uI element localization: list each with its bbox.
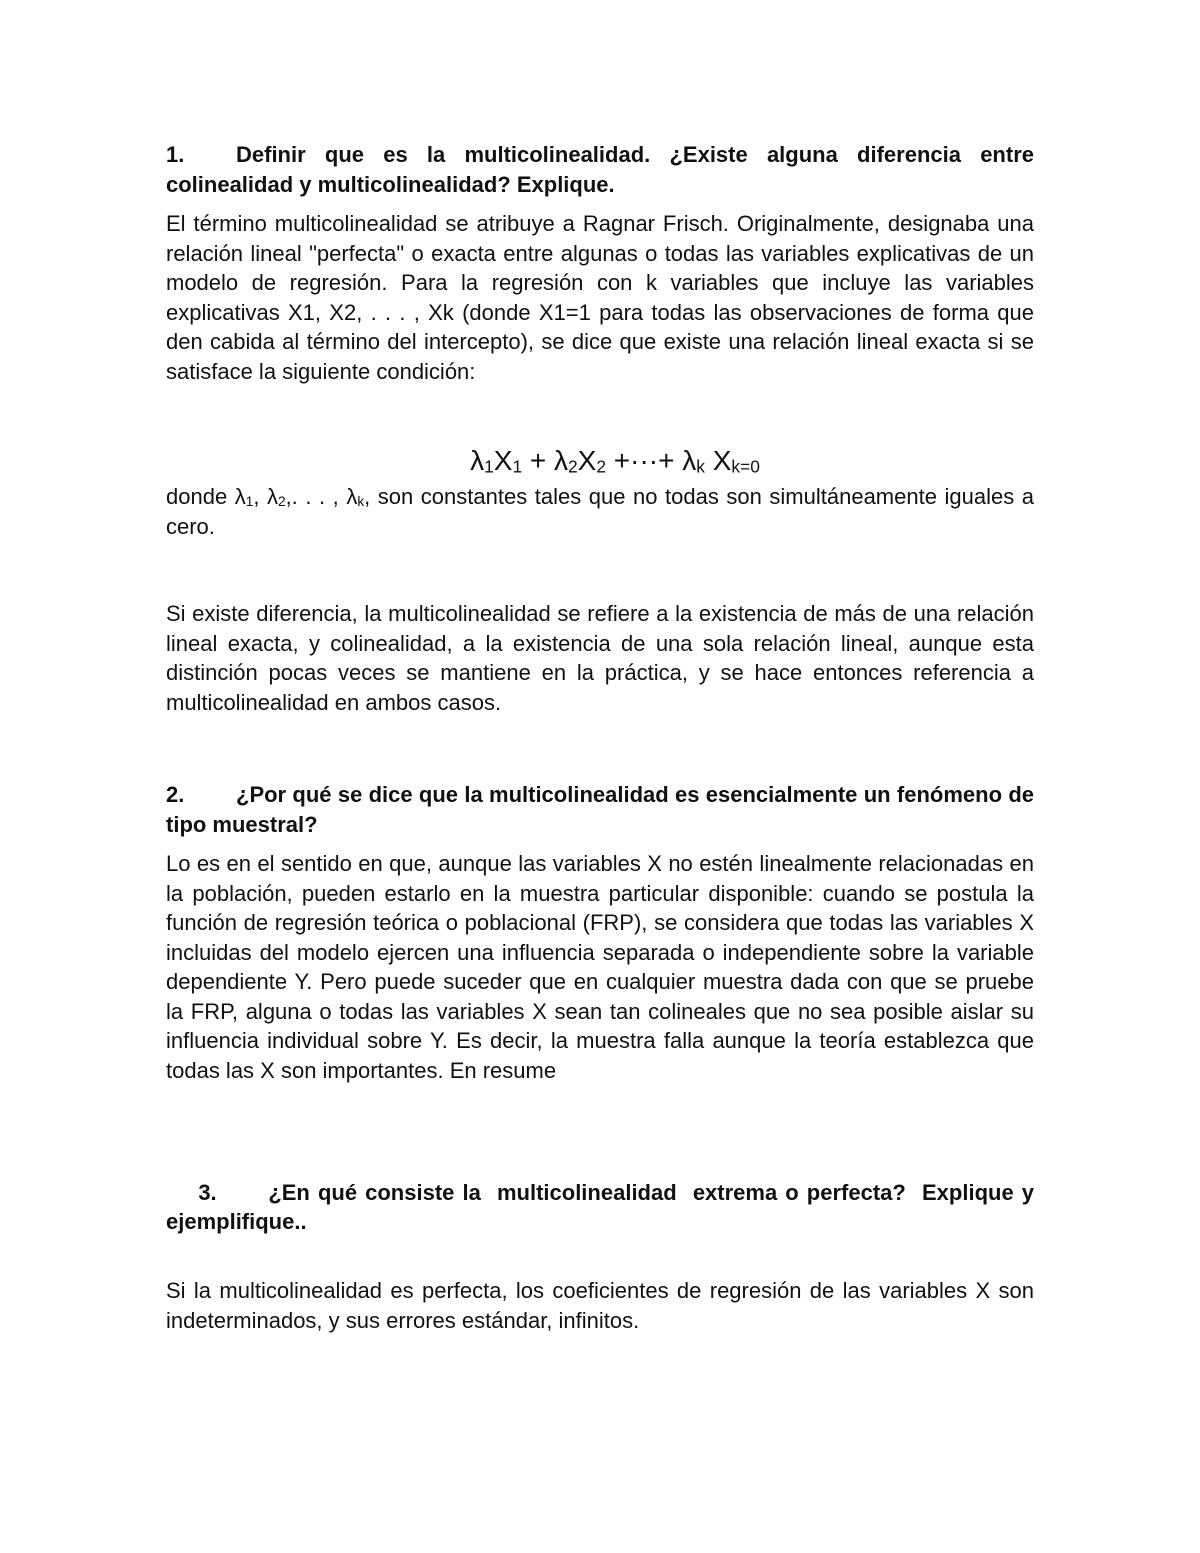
question-1-text: Definir que es la multicolinealidad. ¿Existe alguna diferencia entre colinealidad y multicolinealidad? Explique. — [166, 142, 1034, 197]
answer-2-paragraph-1: Lo es en el sentido en que, aunque las variables X no estén linealmente relacionadas en la población, pueden estarlo en la muestra particular disponible: cuando se postula la función de regresión teórica o poblacional (FRP), se considera que todas las variables X incluidas del modelo ejercen una influencia separada o independiente sobre la variable dependiente Y. Pero puede suceder que en cualquier muestra dada con que se pruebe la FRP, alguna o todas las variables X sean tan colineales que no sea posible aislar su influencia individual sobre Y. Es decir, la muestra falla aunque la teoría establezca que todas las X son importantes. En resume — [166, 851, 1034, 1083]
answer-1-donde: donde $\lambda_1$, $\lambda_2$,. . . , $\lambda_k$, son constantes tales que no todas son simultáneamente iguales a cero. — [166, 484, 1035, 539]
question-3-heading — [166, 1148, 1041, 1266]
question-2-heading — [166, 780, 1034, 839]
answer-1-paragraph-2: Si existe diferencia, la multicolinealidad se refiere a la existencia de más de una relación lineal exacta, y colinealidad, a la existencia de una sola relación lineal, aunque esta distinción pocas veces se mantiene en la práctica, y se hace entonces referencia a multicolinealidad en ambos casos. — [166, 601, 1034, 715]
question-3-number: 3. — [198, 1179, 217, 1205]
answer-3-paragraph-1: Si la multicolinealidad es perfecta, los coeficientes de regresión de las variables X son indeterminados, y sus errores estándar, infinitos. — [166, 1278, 1034, 1333]
question-2-text: ¿Por qué se dice que la multicolinealidad es esencialmente un fenómeno de tipo muestral? — [166, 782, 1034, 837]
question-3-text: ¿En qué consiste la multicolinealidad extrema o perfecta? Explique y ejemplifique.. — [166, 1179, 1041, 1234]
answer-1-paragraph-1: El término multicolinealidad se atribuye a Ragnar Frisch. Originalmente, designaba una relación lineal "perfecta" o exacta entre algunas o todas las variables explicativas de un modelo de regresión. Para la regresión con k variables que incluye las variables explicativas X1, X2, . . . , Xk (donde X1=1 para todas las observaciones de forma que den cabida al término del intercepto), se dice que existe una relación lineal exacta si se satisface la siguiente condición: — [166, 211, 1034, 384]
question-1-heading — [166, 140, 1034, 199]
document-page — [166, 140, 1041, 1335]
question-1-number: 1. — [166, 142, 185, 167]
equation: $\lambda_1X_1 + \lambda_2X_2$ +···+ $\lambda_k$ $X_{k=0}$ — [470, 445, 760, 477]
question-2-number: 2. — [166, 782, 185, 807]
